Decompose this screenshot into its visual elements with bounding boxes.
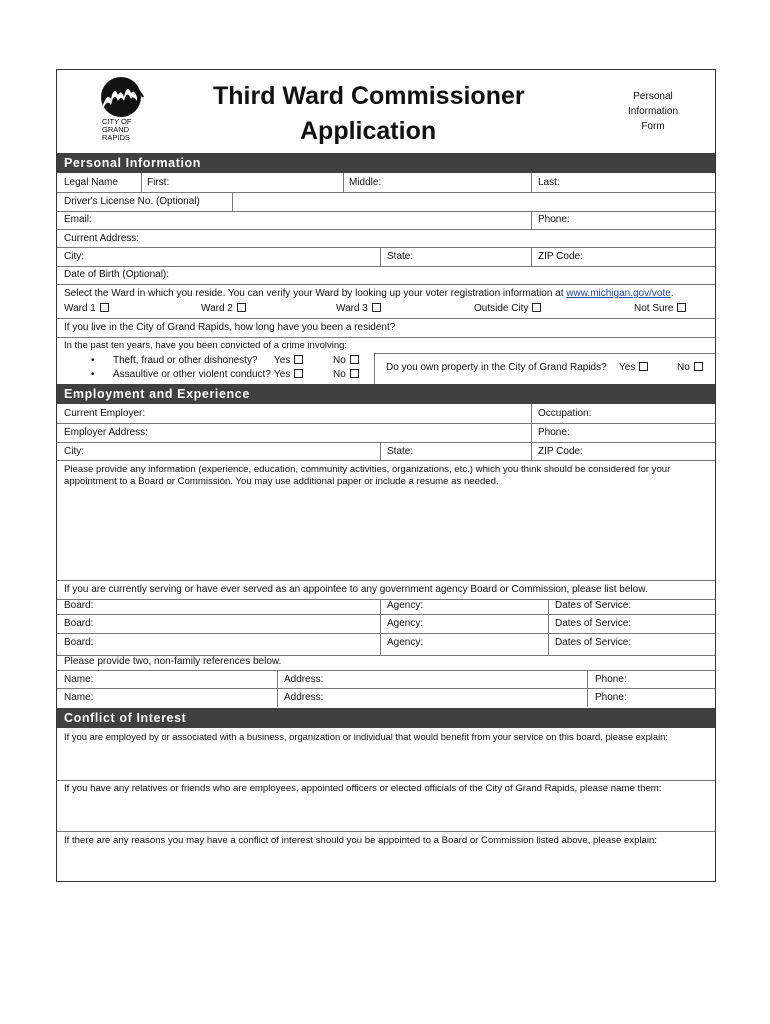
outside-city-label: Outside City	[474, 303, 529, 314]
state-field[interactable]: State:	[387, 251, 414, 262]
crime2-no-checkbox[interactable]	[350, 369, 359, 378]
dates-field-3[interactable]: Dates of Service:	[555, 637, 632, 648]
reference-phone-1[interactable]: Phone:	[595, 674, 627, 685]
conflict-header: Conflict of Interest	[57, 708, 715, 728]
reference-address-2[interactable]: Address:	[284, 692, 324, 703]
zip-field[interactable]: ZIP Code:	[538, 251, 583, 262]
crime2-no[interactable]	[333, 369, 359, 381]
ward-prompt	[64, 288, 674, 300]
crime1-no-checkbox[interactable]	[350, 355, 359, 364]
corner-label-1: Personal	[633, 91, 673, 102]
crime2-yes[interactable]	[274, 369, 303, 381]
page-title: Third Ward Commissioner	[213, 82, 525, 110]
city-logo	[97, 75, 147, 153]
references-prompt: Please provide two, non-family references below.	[64, 656, 282, 667]
property-yes-label: Yes	[619, 362, 636, 373]
outside-city-checkbox[interactable]	[532, 303, 541, 312]
crime1-label: Theft, fraud or other dishonesty?	[113, 355, 258, 366]
logo-text-1: CITY OF	[102, 117, 132, 126]
ward2-label: Ward 2	[201, 303, 233, 314]
property-no-checkbox[interactable]	[694, 362, 703, 371]
ward-prompt-text: Select the Ward in which you reside. You can verify your Ward by looking up your voter registration information at	[64, 288, 564, 299]
ward2-option[interactable]	[201, 303, 246, 315]
not-sure-label: Not Sure	[634, 303, 674, 314]
reference-name-2[interactable]: Name:	[64, 692, 94, 703]
not-sure-option[interactable]	[634, 303, 686, 315]
crime2-label: Assaultive or other violent conduct?	[113, 369, 271, 380]
last-name-field[interactable]: Last:	[538, 177, 560, 188]
dates-field-2[interactable]: Dates of Service:	[555, 618, 632, 629]
conflict-question-1: If you are employed by or associated with a business, organization or individual that would benefit from your service on this board, please explain:	[64, 731, 668, 742]
experience-textarea[interactable]	[57, 488, 715, 580]
corner-label-2: Information	[627, 106, 679, 117]
conflict-answer-1[interactable]	[57, 744, 715, 779]
logo-text-3: RAPIDS	[102, 133, 130, 142]
employer-phone-field[interactable]: Phone:	[538, 427, 570, 438]
dob-field[interactable]: Date of Birth (Optional):	[64, 269, 170, 280]
application-form	[56, 69, 716, 882]
info-prompt-line2: appointment to a Board or Commission. You may use additional paper or include a resume as needed.	[64, 476, 499, 487]
property-no[interactable]	[677, 362, 703, 374]
bullet-1: •	[91, 355, 95, 366]
employer-zip-field[interactable]: ZIP Code:	[538, 446, 583, 457]
crime1-no[interactable]	[333, 355, 359, 367]
convicted-question: In the past ten years, have you been convicted of a crime involving:	[64, 340, 348, 351]
reference-name-1[interactable]: Name:	[64, 674, 94, 685]
agency-field-2[interactable]: Agency:	[387, 618, 424, 629]
ward1-checkbox[interactable]	[100, 303, 109, 312]
bullet-2: •	[91, 369, 95, 380]
first-name-field[interactable]: First:	[147, 177, 170, 188]
ward-prompt-period: .	[670, 288, 674, 299]
info-prompt-line1: Please provide any information (experience, education, community activities, organizations, etc.) which you think should be considered for your	[64, 464, 671, 475]
conflict-answer-2[interactable]	[57, 796, 715, 831]
outside-city-option[interactable]	[474, 303, 541, 315]
property-yes-checkbox[interactable]	[639, 362, 648, 371]
ward3-option[interactable]	[336, 303, 381, 315]
city-field[interactable]: City:	[64, 251, 84, 262]
page-title-line2: Application	[300, 117, 437, 145]
crime1-yes-label: Yes	[274, 355, 291, 366]
employer-city-field[interactable]: City:	[64, 446, 84, 457]
crime1-yes-checkbox[interactable]	[294, 355, 303, 364]
city-logo-icon	[97, 75, 147, 119]
ward1-option[interactable]	[64, 303, 109, 315]
ward1-label: Ward 1	[64, 303, 96, 314]
ward2-checkbox[interactable]	[237, 303, 246, 312]
dates-field-1[interactable]: Dates of Service:	[555, 600, 632, 611]
serving-prompt: If you are currently serving or have ever served as an appointee to any government agency Board or Commission, please list below.	[64, 584, 648, 595]
reference-address-1[interactable]: Address:	[284, 674, 324, 685]
board-field-3[interactable]: Board:	[64, 637, 94, 648]
crime2-yes-checkbox[interactable]	[294, 369, 303, 378]
legal-name-label: Legal Name	[64, 177, 118, 188]
employer-address-field[interactable]: Employer Address:	[64, 427, 148, 438]
property-no-label: No	[677, 362, 690, 373]
conflict-question-2: If you have any relatives or friends who are employees, appointed officers or elected officials of the City of Grand Rapids, please name them:	[64, 783, 662, 794]
conflict-answer-3[interactable]	[57, 848, 715, 881]
property-yes[interactable]	[619, 362, 648, 374]
drivers-license-field[interactable]: Driver's License No. (Optional)	[64, 196, 200, 207]
crime1-no-label: No	[333, 355, 346, 366]
employer-field[interactable]: Current Employer:	[64, 408, 146, 419]
crime1-yes[interactable]	[274, 355, 303, 367]
crime2-yes-label: Yes	[274, 369, 291, 380]
ward3-label: Ward 3	[336, 303, 368, 314]
board-field-1[interactable]: Board:	[64, 600, 94, 611]
board-field-2[interactable]: Board:	[64, 618, 94, 629]
not-sure-checkbox[interactable]	[677, 303, 686, 312]
resident-duration-field[interactable]: If you live in the City of Grand Rapids, how long have you been a resident?	[64, 322, 396, 333]
current-address-field[interactable]: Current Address:	[64, 233, 140, 244]
logo-text-2: GRAND	[102, 125, 130, 134]
phone-field[interactable]: Phone:	[538, 214, 570, 225]
reference-phone-2[interactable]: Phone:	[595, 692, 627, 703]
conflict-question-3: If there are any reasons you may have a conflict of interest should you be appointed to a Board or Commission listed above, please explain:	[64, 835, 658, 846]
ward3-checkbox[interactable]	[372, 303, 381, 312]
voter-registration-link[interactable]: www.michigan.gov/vote	[566, 288, 671, 299]
corner-label-3: Form	[641, 121, 665, 132]
property-question: Do you own property in the City of Grand Rapids?	[386, 362, 607, 373]
agency-field-1[interactable]: Agency:	[387, 600, 424, 611]
middle-name-field[interactable]: Middle:	[349, 177, 382, 188]
personal-info-header: Personal Information	[57, 153, 715, 173]
agency-field-3[interactable]: Agency:	[387, 637, 424, 648]
occupation-field[interactable]: Occupation:	[538, 408, 592, 419]
employment-header: Employment and Experience	[57, 384, 715, 404]
crime2-no-label: No	[333, 369, 346, 380]
email-field[interactable]: Email:	[64, 214, 92, 225]
employer-state-field[interactable]: State:	[387, 446, 414, 457]
